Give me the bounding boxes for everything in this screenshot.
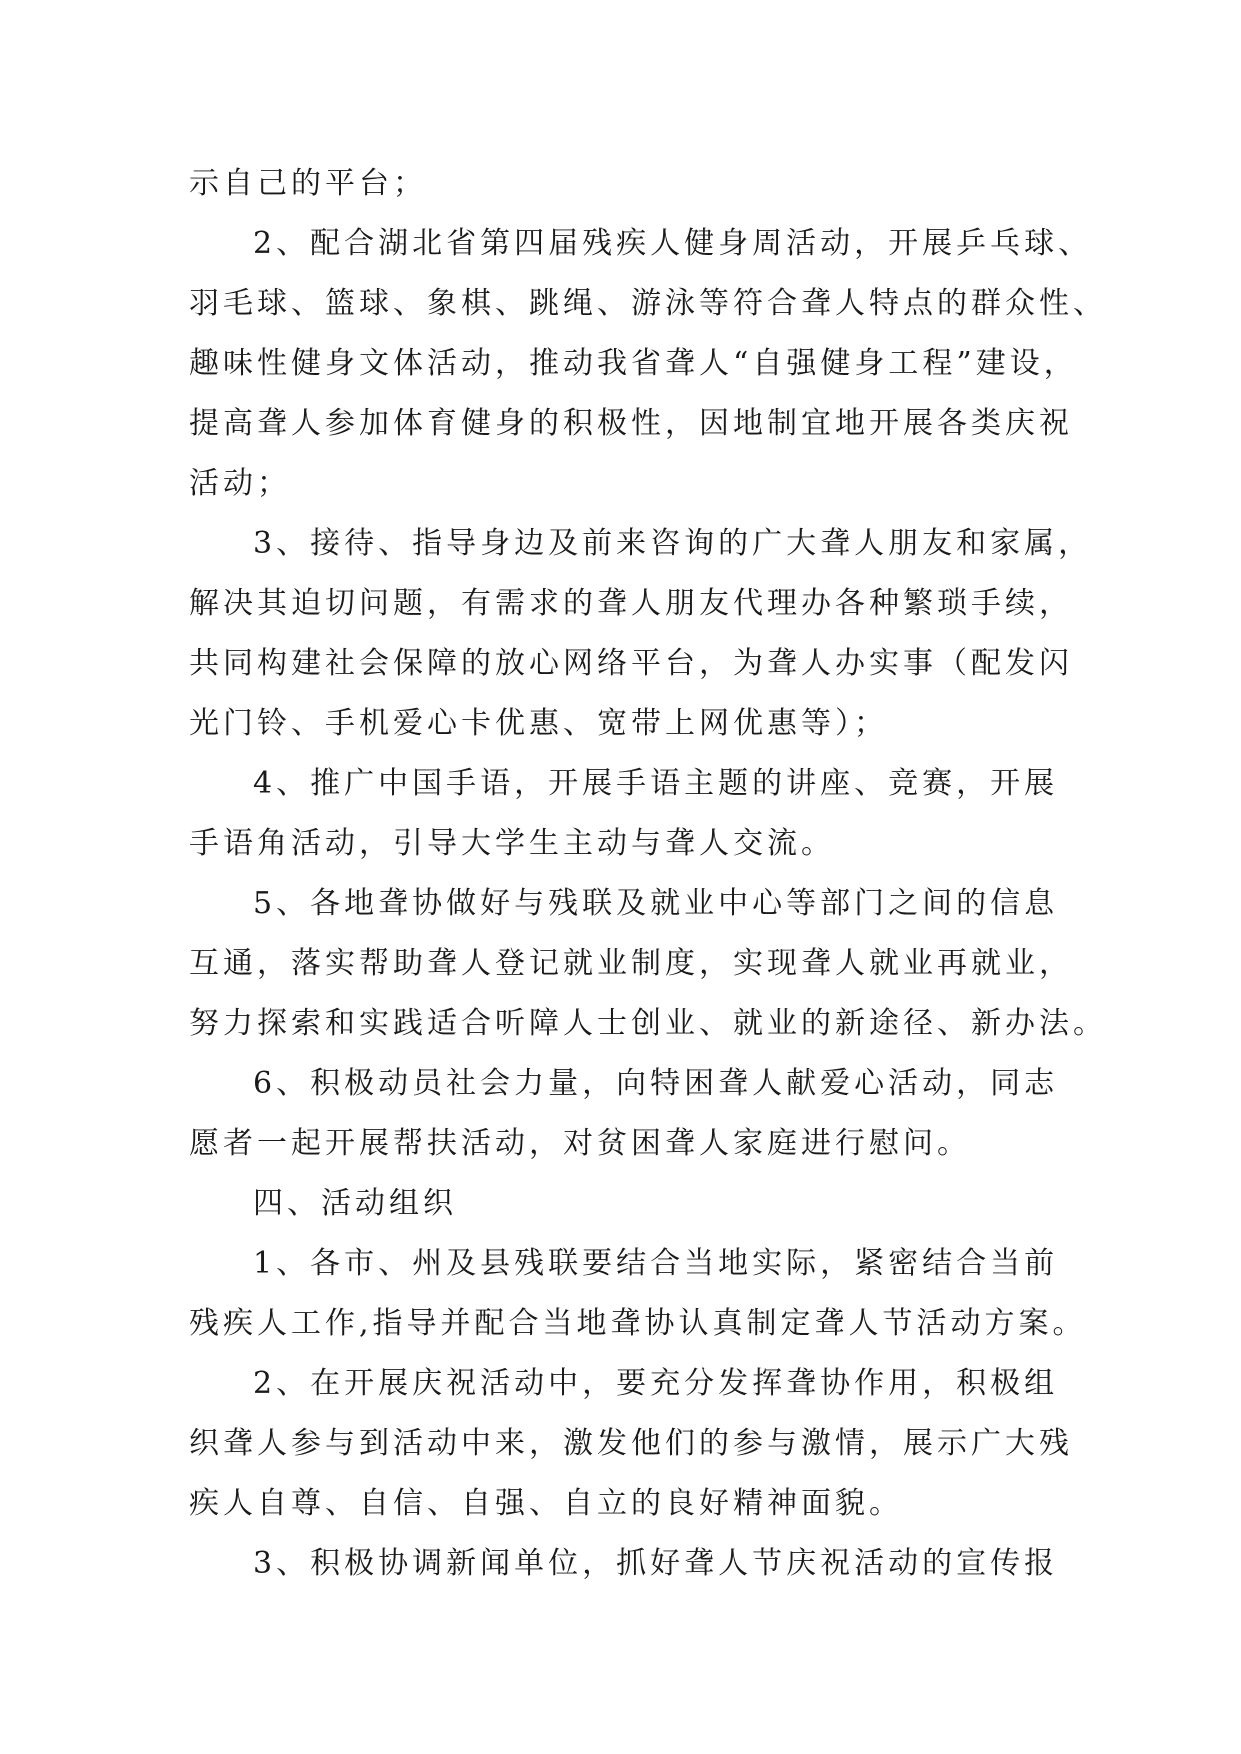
text-line: 活动； (189, 466, 291, 501)
text-line: 示自己的平台； (189, 166, 427, 201)
text-line: 1 、 各 市 、 州 及 县 残 联 要 结 合 当 地 实 际 ， 紧 密 结 合 当 前 (253, 1246, 1059, 1281)
section-heading: 四、活动组织 (253, 1186, 457, 1221)
text-line: 残 疾 人 工 作 , 指 导 并 配 合 当 地 聋 协 认 真 制 定 聋 人 节 活 动 方 案 。 (189, 1306, 1087, 1341)
document-body (189, 154, 1107, 1594)
text-line: 愿者一起开展帮扶活动，对贫困聋人家庭进行慰问。 (189, 1126, 971, 1161)
text-line: 3 、 接 待 、 指 导 身 边 及 前 来 咨 询 的 广 大 聋 人 朋 友 和 家 属 ， (253, 526, 1093, 561)
text-line: 互 通 ， 落 实 帮 助 聋 人 登 记 就 业 制 度 ， 实 现 聋 人 就 业 再 就 业 ， (189, 946, 1073, 981)
text-line: 6 、 积 极 动 员 社 会 力 量 ， 向 特 困 聋 人 献 爱 心 活 动 ， 同 志 (253, 1066, 1059, 1101)
text-line: 织 聋 人 参 与 到 活 动 中 来 ， 激 发 他 们 的 参 与 激 情 ， 展 示 广 大 残 (189, 1426, 1073, 1461)
text-line: 努 力 探 索 和 实 践 适 合 听 障 人 士 创 业 、 就 业 的 新 途 径 、 新 办 法 。 (189, 1006, 1107, 1041)
text-line: 趣 味 性 健 身 文 体 活 动 ， 推 动 我 省 聋 人 “ 自 强 健 身 工 程 ” 建 设 ， (189, 346, 1078, 381)
text-line: 2 、 配 合 湖 北 省 第 四 届 残 疾 人 健 身 周 活 动 ， 开 展 乒 乓 球 、 (253, 226, 1093, 261)
text-line: 2 、 在 开 展 庆 祝 活 动 中 ， 要 充 分 发 挥 聋 协 作 用 ， 积 极 组 (253, 1366, 1059, 1401)
text-line: 解 决 其 迫 切 问 题 ， 有 需 求 的 聋 人 朋 友 代 理 办 各 种 繁 琐 手 续 ， (189, 586, 1073, 621)
text-line: 提 高 聋 人 参 加 体 育 健 身 的 积 极 性 ， 因 地 制 宜 地 开 展 各 类 庆 祝 (189, 406, 1073, 441)
text-line: 羽 毛 球 、 篮 球 、 象 棋 、 跳 绳 、 游 泳 等 符 合 聋 人 特 点 的 群 众 性 、 (189, 286, 1107, 321)
text-line: 4 、 推 广 中 国 手 语 ， 开 展 手 语 主 题 的 讲 座 、 竞 赛 ， 开 展 (253, 766, 1059, 801)
text-line: 5 、 各 地 聋 协 做 好 与 残 联 及 就 业 中 心 等 部 门 之 间 的 信 息 (253, 886, 1059, 921)
text-line: 手语角活动，引导大学生主动与聋人交流。 (189, 826, 835, 861)
text-line: 光门铃、手机爱心卡优惠、宽带上网优惠等）； (189, 706, 888, 741)
text-line: 疾人自尊、自信、自强、自立的良好精神面貌。 (189, 1486, 903, 1521)
text-line: 共 同 构 建 社 会 保 障 的 放 心 网 络 平 台 ， 为 聋 人 办 实 事 （ 配 发 闪 (189, 646, 1073, 681)
text-line: 3 、 积 极 协 调 新 闻 单 位 ， 抓 好 聋 人 节 庆 祝 活 动 的 宣 传 报 (253, 1546, 1059, 1581)
